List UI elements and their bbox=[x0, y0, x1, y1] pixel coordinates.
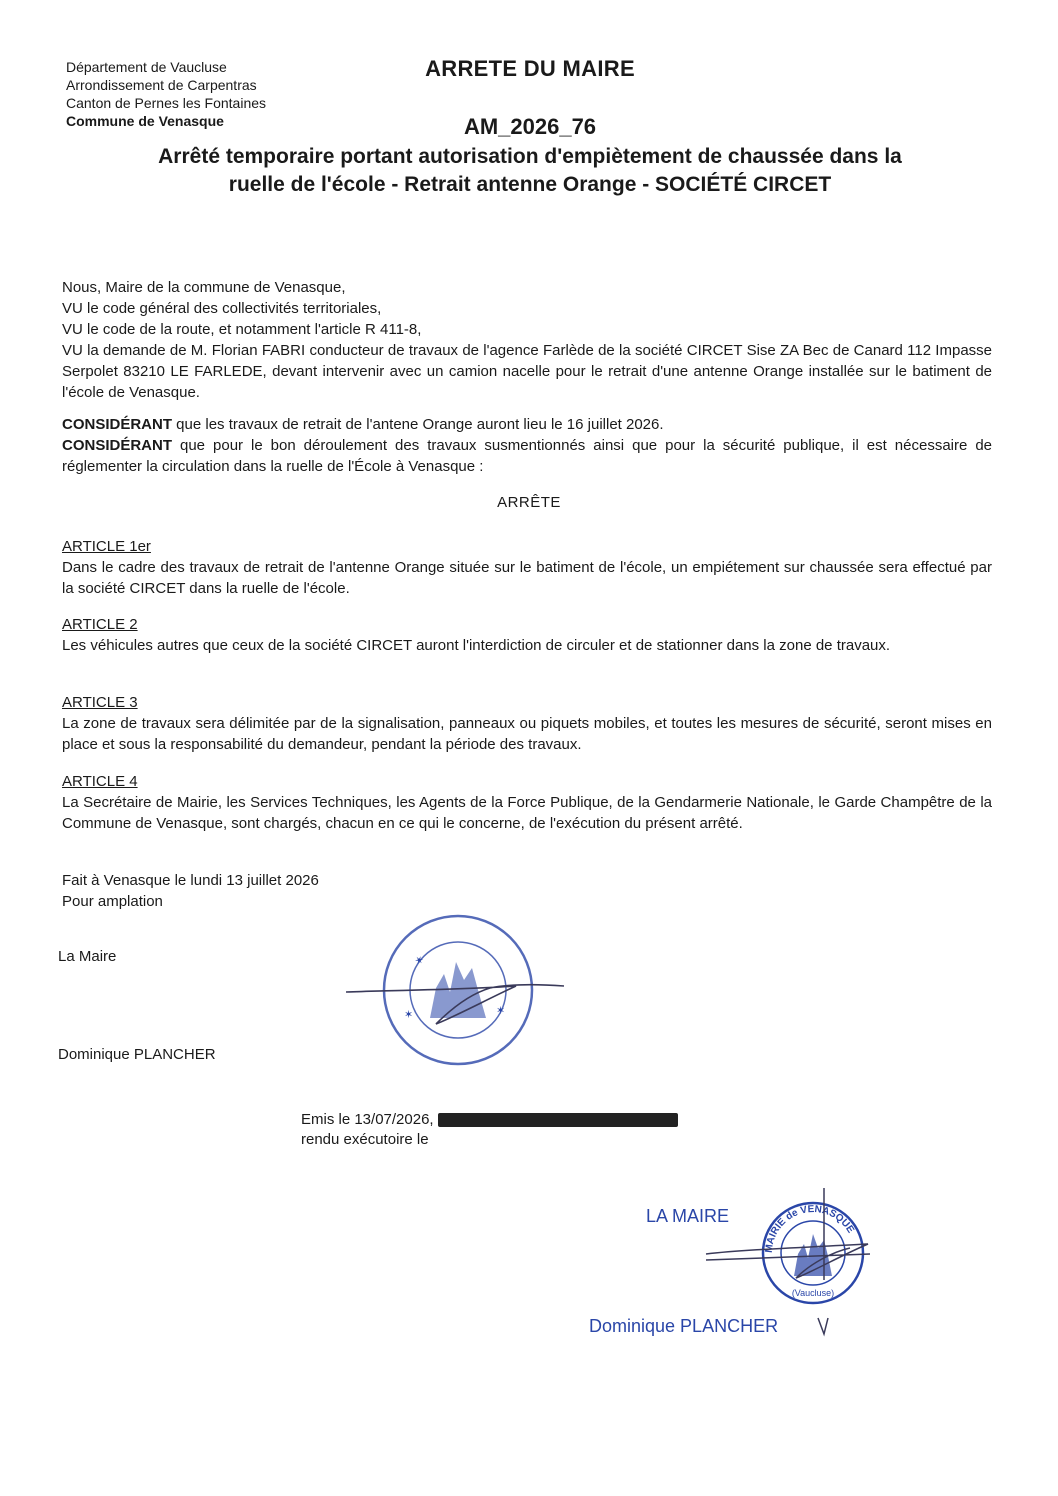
emission-line bbox=[301, 1110, 678, 1130]
header-canton: Canton de Pernes les Fontaines bbox=[66, 95, 267, 111]
stamp-role: LA MAIRE bbox=[646, 1206, 730, 1226]
header-commune: Commune de Venasque bbox=[66, 113, 224, 129]
redaction-bar bbox=[438, 1113, 678, 1127]
considerant-2 bbox=[62, 435, 992, 477]
article-text: Les véhicules autres que ceux de la société CIRCET auront l'interdiction de circuler et de stationner dans la zone de travaux. bbox=[62, 637, 891, 654]
document-subject bbox=[70, 143, 990, 199]
considerant-label: CONSIDÉRANT bbox=[62, 416, 173, 433]
seal-bottom-text: (Vaucluse) bbox=[791, 1288, 835, 1298]
svg-text:✶: ✶ bbox=[412, 953, 428, 969]
fait-line: Fait à Venasque le lundi 13 juillet 2026 bbox=[62, 872, 319, 889]
article-3 bbox=[62, 692, 992, 755]
preamble-line: Nous, Maire de la commune de Venasque, bbox=[62, 279, 346, 296]
signature-2 bbox=[700, 1184, 900, 1344]
article-text: La Secrétaire de Mairie, les Services Techniques, les Agents de la Force Publique, de la Gendarmerie Nationale, le Garde Champêtre de la Commune de Venasque, sont chargés, chacun en ce qui le concerne, de l'exécution du présent arrêté. bbox=[62, 794, 992, 832]
signatory-name: Dominique PLANCHER bbox=[58, 1046, 216, 1063]
article-text: Dans le cadre des travaux de retrait de l'antenne Orange située sur le batiment de l'école, un empiétement sur chaussée sera effectué par la société CIRCET dans la ruelle de l'école. bbox=[62, 559, 992, 597]
signatory-role: La Maire bbox=[58, 948, 117, 965]
considerant-text: que pour le bon déroulement des travaux susmentionnés ainsi que pour la sécurité publique, il est nécessaire de réglementer la circulation dans la ruelle de l'École à Venasque : bbox=[62, 437, 992, 475]
arrete-heading: ARRÊTE bbox=[497, 494, 561, 511]
emission-date: Emis le 13/07/2026, bbox=[301, 1111, 434, 1128]
signature-1 bbox=[340, 960, 570, 1030]
seal-top-text: MAIRIE de VENASQUE bbox=[763, 1203, 856, 1254]
article-title: ARTICLE 4 bbox=[62, 773, 138, 790]
executoire-line: rendu exécutoire le bbox=[301, 1131, 429, 1148]
considerant-text: que les travaux de retrait de l'antene Orange auront lieu le 16 juillet 2026. bbox=[172, 416, 664, 433]
svg-text:✶: ✶ bbox=[496, 1005, 506, 1017]
considerant-label: CONSIDÉRANT bbox=[62, 437, 173, 454]
article-1 bbox=[62, 536, 992, 599]
header-department: Département de Vaucluse bbox=[66, 59, 227, 75]
subject-line-1: Arrêté temporaire portant autorisation d'empiètement de chaussée dans la bbox=[158, 145, 902, 168]
preamble-line: VU la demande de M. Florian FABRI conducteur de travaux de l'agence Farlède de la société CIRCET Sise ZA Bec de Canard 112 Impasse Serpolet 83210 LE FARLEDE, devant intervenir avec un camion nacelle pour le retrait d'une antenne Orange installée sur le batiment de l'école de Venasque. bbox=[62, 342, 992, 401]
place-date bbox=[62, 870, 319, 912]
document-reference: AM_2026_76 bbox=[463, 114, 597, 139]
emission-block bbox=[301, 1110, 678, 1150]
considerants bbox=[62, 414, 992, 477]
subject-line-2: ruelle de l'école - Retrait antenne Orange - SOCIÉTÉ CIRCET bbox=[228, 173, 832, 196]
svg-text:✶: ✶ bbox=[404, 1009, 414, 1021]
article-2 bbox=[62, 614, 992, 656]
article-text: La zone de travaux sera délimitée par de la signalisation, panneaux ou piquets mobiles, et toutes les mesures de sécurité, seront mises en place et sous la responsabilité du demandeur, pendant la période des travaux. bbox=[62, 715, 992, 753]
ampliation-line: Pour amplation bbox=[62, 893, 163, 910]
administrative-header bbox=[66, 58, 266, 130]
stamp-name: Dominique PLANCHER bbox=[589, 1316, 779, 1336]
article-title: ARTICLE 2 bbox=[62, 616, 138, 633]
considerant-1 bbox=[62, 414, 992, 435]
article-title: ARTICLE 1er bbox=[62, 538, 151, 555]
preamble-line: VU le code général des collectivités territoriales, bbox=[62, 300, 382, 317]
preamble-line: VU le code de la route, et notamment l'article R 411-8, bbox=[62, 321, 422, 338]
header-arrondissement: Arrondissement de Carpentras bbox=[66, 77, 257, 93]
article-4 bbox=[62, 771, 992, 834]
preamble bbox=[62, 277, 992, 403]
article-title: ARTICLE 3 bbox=[62, 694, 138, 711]
document-title: ARRETE DU MAIRE bbox=[425, 56, 635, 81]
